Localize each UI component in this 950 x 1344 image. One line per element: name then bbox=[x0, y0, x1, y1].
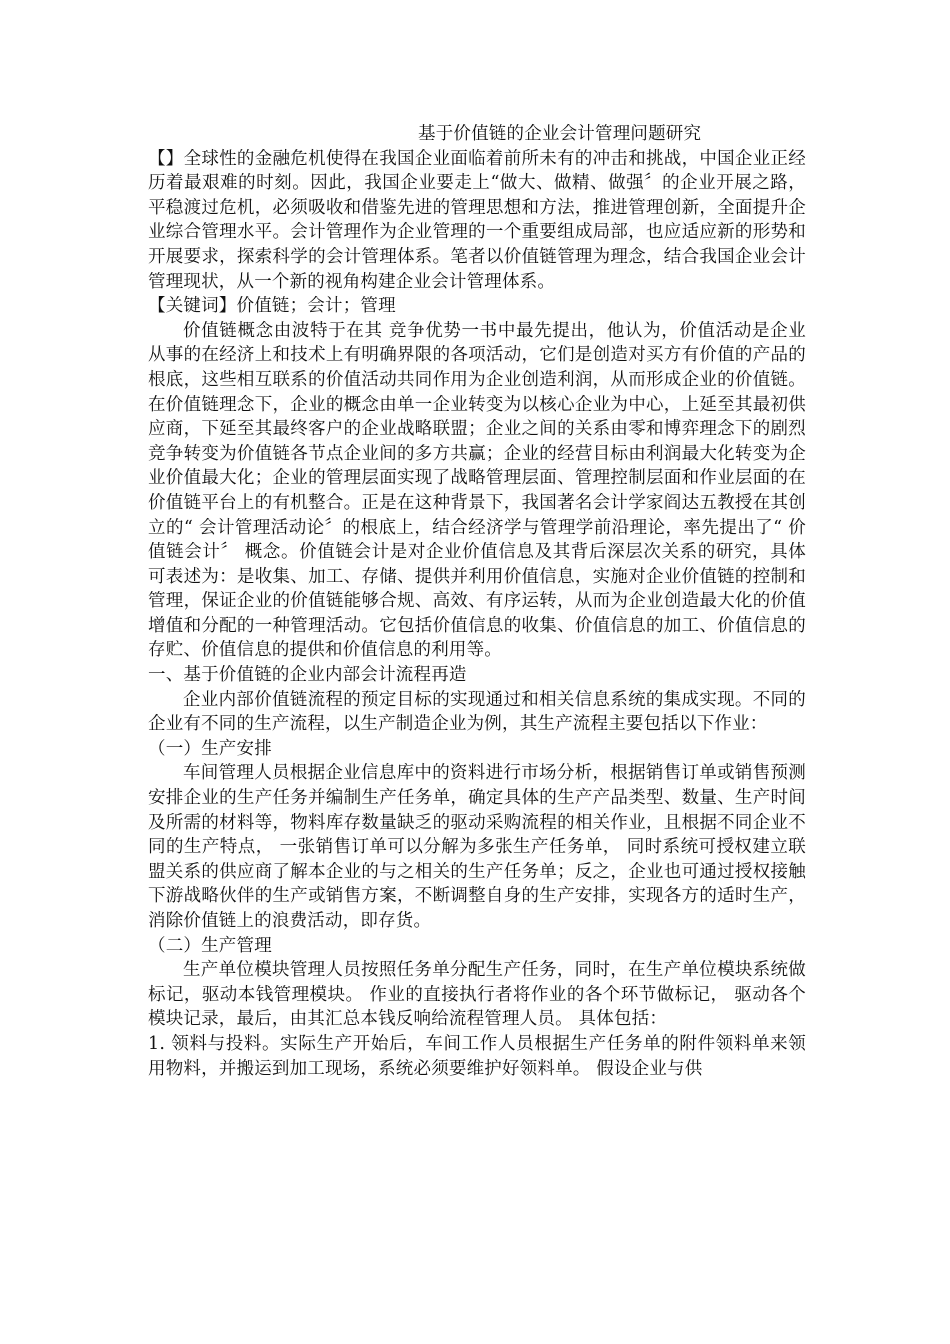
section-heading-1: 一、基于价值链的企业内部会计流程再造 bbox=[148, 665, 467, 686]
document-title: 基于价值链的企业会计管理问题研究 bbox=[418, 124, 702, 144]
subsection-heading-production-management: （二）生产管理 bbox=[148, 935, 272, 956]
production-management-paragraph: 生产单位模块管理人员按照任务单分配生产任务，同时，在生产单位模块系统做标记，驱动本钱管理模块。 作业的直接执行者将作业的各个环节做标记， 驱动各个模块记录，最后，由其汇总本钱反响给流程管理人员。 具体包括： bbox=[148, 960, 806, 1030]
list-item-material-requisition: 1. 领料与投料。实际生产开始后，车间工作人员根据生产任务单的附件领料单来领用物料，并搬运到加工现场，系统必须要维护好领料单。 假设企业与供 bbox=[148, 1033, 806, 1079]
document-page bbox=[148, 122, 806, 1081]
section-1-paragraph: 企业内部价值链流程的预定目标的实现通过和相关信息系统的集成实现。不同的企业有不同的生产流程，以生产制造企业为例，其生产流程主要包括以下作业： bbox=[148, 689, 806, 735]
subsection-heading-production-arrangement: （一）生产安排 bbox=[148, 738, 272, 759]
keywords-line: 【关键词】价值链；会计；管理 bbox=[148, 296, 396, 317]
abstract-paragraph: 【】全球性的金融危机使得在我国企业面临着前所未有的冲击和挑战，中国企业正经历着最艰难的时刻。因此，我国企业要走上“做大、做精、做强〞的企业开展之路，平稳渡过危机，必须吸收和借鉴先进的管理思想和方法，推进管理创新，全面提升企业综合管理水平。会计管理作为企业管理的一个重要组成局部，也应适应新的形势和开展要求，探索科学的会计管理体系。笔者以价值链管理为理念，结合我国企业会计管理现状，从一个新的视角构建企业会计管理体系。 bbox=[148, 148, 806, 292]
production-arrangement-paragraph: 车间管理人员根据企业信息库中的资料进行市场分析，根据销售订单或销售预测安排企业的生产任务并编制生产任务单，确定具体的生产产品类型、数量、生产时间及所需的材料等，物料库存数量缺乏的驱动采购流程的相关作业，且根据不同企业不同的生产特点， 一张销售订单可以分解为多张生产任务单， 同时系统可授权建立联盟关系的供应商了解本企业的与之相关的生产任务单；反之，企业也可通过授权接触下游战略伙伴的生产或销售方案，不断调整自身的生产安排，实现各方的适时生产，消除价值链上的浪费活动，即存货。 bbox=[148, 763, 806, 931]
intro-paragraph: 价值链概念由波特于在其 竞争优势一书中最先提出，他认为，价值活动是企业从事的在经济上和技术上有明确界限的各项活动，它们是创造对买方有价值的产品的根底，这些相互联系的价值活动共同作用为企业创造利润，从而形成企业的价值链。在价值链理念下，企业的概念由单一企业转变为以核心企业为中心，上延至其最初供应商，下延至其最终客户的企业战略联盟；企业之间的关系由零和博弈理念下的剧烈竞争转变为价值链各节点企业间的多方共赢；企业的经营目标由利润最大化转变为企业价值最大化；企业的管理层面实现了战略管理层面、管理控制层面和作业层面的在价值链平台上的有机整合。正是在这种背景下，我国著名会计学家阎达五教授在其创立的“ 会计管理活动论〞的根底上，结合经济学与管理学前沿理论，率先提出了“ 价值链会计〞 概念。价值链会计是对企业价值信息及其背后深层次关系的研究，具体可表述为：是收集、加工、存储、提供并利用价值信息，实施对企业价值链的控制和管理，保证企业的价值链能够合规、高效、有序运转，从而为企业创造最大化的价值增值和分配的一种管理活动。它包括价值信息的收集、价值信息的加工、价值信息的存贮、价值信息的提供和价值信息的利用等。 bbox=[148, 320, 806, 661]
